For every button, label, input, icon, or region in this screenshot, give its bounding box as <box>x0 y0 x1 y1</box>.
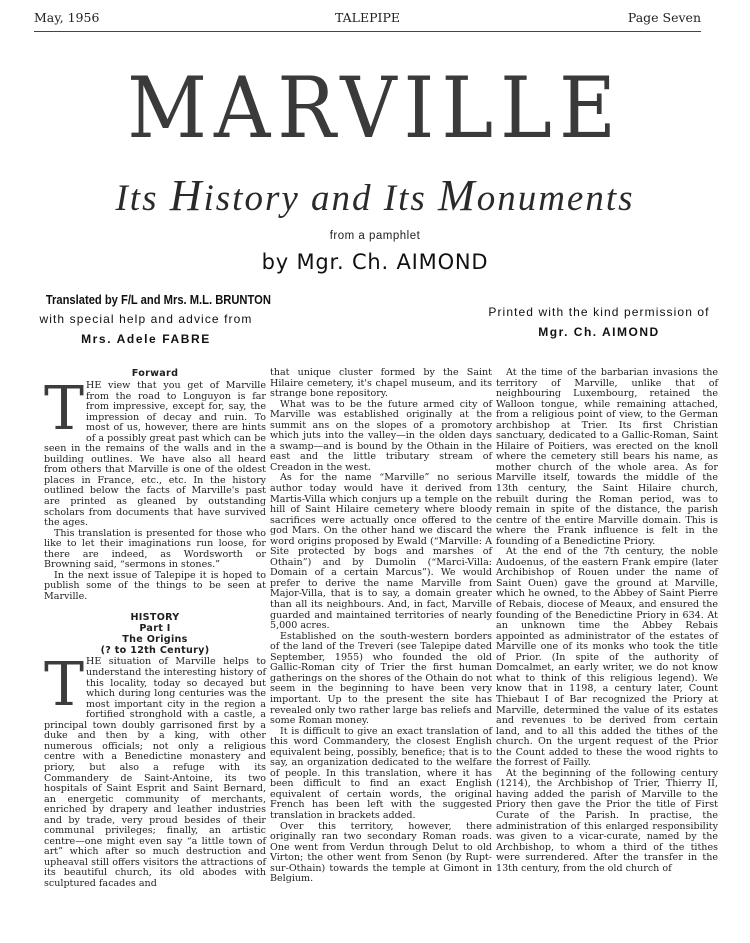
page-number: Page Seven <box>627 10 701 25</box>
subtitle-part: H <box>169 171 204 220</box>
permission-credits <box>484 305 714 339</box>
translator-line: Translated by F/L and Mrs. M.L. BRUNTON <box>45 292 271 307</box>
origins-period: (? to 12th Century) <box>100 645 210 657</box>
drop-cap: T <box>44 650 85 721</box>
subtitle-part: onuments <box>476 178 635 219</box>
history-heading: HISTORY <box>130 612 180 624</box>
forward-paragraph: In the next issue of Talepipe it is hoped to publish some of the things to be seen at Marville. <box>44 569 266 602</box>
running-head <box>34 8 701 28</box>
subtitle-part: istory <box>203 178 312 219</box>
text-column-1 <box>44 368 266 890</box>
paragraph-text: HE situation of Marville helps to understand the interesting history of this locality, today so decayed but which during long centuries was the most important city in the region a fortified stronghold with a castle, a principal town doubly garrisoned first by a duke and then by a king, with other numerous officials; not only a religious centre with a Benedictine monastery and priory, but also a refuge with its Commandery de Saint-Antoine, its two hospitals of Saint Esprit and Saint Bernard, an energetic community of merchants, enriched by drapery and leather industries and by trade, very proud besides of their communal privileges; finally, an artistic centre—one might even say “a little town of art” which after so much destruction and upheaval still offers visitors the attractions of its beautiful church, its old abodes with sculptured facades and <box>44 656 266 889</box>
forward-paragraph: This translation is presented for those who like to let their imaginations run loose, for there are indeed, as Wordsworth or Browning said, “sermons in stones.” <box>44 527 266 571</box>
text-column-2 <box>270 368 492 885</box>
paragraph: Over this territory, however, there originally ran two secondary Roman roads. One went from Verdun through Delut to old Virton; the other went from Senon (by Rupt-sur-Othain) towards the temple at Gimont in Belgium. <box>270 820 492 885</box>
help-line: with special help and advice from <box>39 312 253 326</box>
article-subtitle <box>0 170 750 221</box>
paragraph: At the end of the 7th century, the noble Audoenus, of the eastern Frank empire (later Archibishop of Rouen under the name of Saint Ouen) gave the ground at Marville, which he owned, to the Abbey of Saint Pierre of Rebais, diocese of Meaux, and ensured the founding of the Benedictine Priory in 634. At an unknown time the Abbey Rebais appointed as administrator of the estates of Marville one of its monks who took the title of Prior. (In spite of the authority of Domcalmet, an early writer, we do not know what to think of this religious legend). We know that in 1198, a century later, Count Thiebaut I of Bar recognized the Priory at Marville, determined the value of its estates and revenues to be derived from certain land, and to all this added the tithes of the church. On the urgent request of the Prior the Count added to these the wood rights to the forrest of Failly. <box>496 546 718 769</box>
paragraph: As for the name “Marville” no serious author today would have it derived from Martis-Villa which conjurs up a temple on the hill of Saint Hilaire cemetery where bloody sacrifices were actually once offered to the god Mars. On the other hand we discard the word origins proposed by Ewald (“Marville: A Site protected by bogs and marshes of Othain”) and by Dumolin (“Marci-Villa: Domain of a certain Marcus”). We would prefer to derive the name Marville from Major-Villa, that is to say, a domain greater than all its neighbours. And, in fact, Marville guarded and maintained territories of nearly 5,000 acres. <box>270 472 492 632</box>
permission-line: Printed with the kind permission of <box>488 305 710 319</box>
translation-credits <box>36 292 271 346</box>
paragraph: What was to be the future armed city of Marville was established originally at the summit ans on the slopes of a promotory which juts into the valley—in the olden days a swamp—and is bound by the Othain in the east and the little tributary stream of Creadon in the west. <box>270 398 492 473</box>
subtitle-part: Its <box>115 178 170 219</box>
subtitle-part: Its <box>383 178 439 219</box>
source-note: from a pamphlet <box>329 230 421 242</box>
drop-cap: T <box>44 374 85 444</box>
subtitle-part: and <box>311 178 384 219</box>
text-column-3 <box>496 368 718 874</box>
paragraph: At the beginning of the following century (1214), the Archbishop of Trier, Thierry II, having added the parish of Marville to the Priory then gave the Prior the title of First Curate of the Parish. In practise, the administration of this enlarged responsibility was given to a vicar-curate, named by the Archbishop, to whom a third of the tithes were surrendered. After the transfer in the 13th century, from the old church of <box>496 767 718 874</box>
publication-name: TALEPIPE <box>335 10 400 25</box>
author-byline: by Mgr. Ch. AIMOND <box>261 250 489 274</box>
paragraph: Established on the south-western borders of the land of the Treveri (see Talepipe dated September, 1955) who founded the old Gallic-Roman city of Trier the first human gatherings on the shores of the Othain do not seem in the beginning to have been very important. Up to the present the site has revealed only two rather large bas reliefs and some Roman money. <box>270 630 492 727</box>
forward-heading: Forward <box>131 368 179 379</box>
permission-name: Mgr. Ch. AIMOND <box>538 325 660 339</box>
paragraph: It is difficult to give an exact translation of this word Commandery, the closest English equivalent being, possibly, benefice; that is to say, an organization dedicated to the welfare of people. In this translation, where it has been difficult to find an exact English equivalent of certain words, the original French has been left with the suggested translation in brackets added. <box>270 725 492 821</box>
paragraph: At the time of the barbarian invasions the territory of Marville, unlike that of neighbouring Luxembourg, retained the Walloon tongue, while remaining attached, from a religious point of view, to the German archbishop at Trier. Its first Christian sanctuary, dedicated to a Gallic-Roman, Saint Hilaire of Poitiers, was erected on the knoll where the cemetery still bears his name, as mother church of the whole area. As for Marville itself, towards the middle of the 13th century, the Saint Hilaire church, rebuilt during the Roman period, was to remain in spite of the distance, the parish centre of the entire Marville domain. This is where the Frank influence is felt in the founding of a Benedictine Priory. <box>496 367 718 547</box>
origins-heading: The Origins <box>122 634 188 646</box>
subtitle-part: M <box>438 171 477 220</box>
paragraph: that unique cluster formed by the Saint Hilaire cemetery, it's chapel museum, and its strange bone repository. <box>270 367 492 400</box>
forward-paragraph <box>44 374 266 529</box>
paragraph-text: HE view that you get of Marville from the road to Longuyon is far from impressive, except for, say, the impression of decay and ruin. To most of us, however, there are hints of a possibly great past which can be seen in the remains of the walls and in the building outlines. We have also all heard from others that Marville is one of the oldest places in France, etc., etc. In the history outlined below the facts of Marville's past are printed as gleaned by outstanding scholars from documents that have survived the ages. <box>44 380 266 529</box>
article-title: MARVILLE <box>127 60 623 158</box>
issue-date: May, 1956 <box>34 10 100 25</box>
header-rule <box>34 31 701 32</box>
part-heading: Part I <box>139 623 171 635</box>
adviser-name: Mrs. Adele FABRE <box>81 332 211 346</box>
